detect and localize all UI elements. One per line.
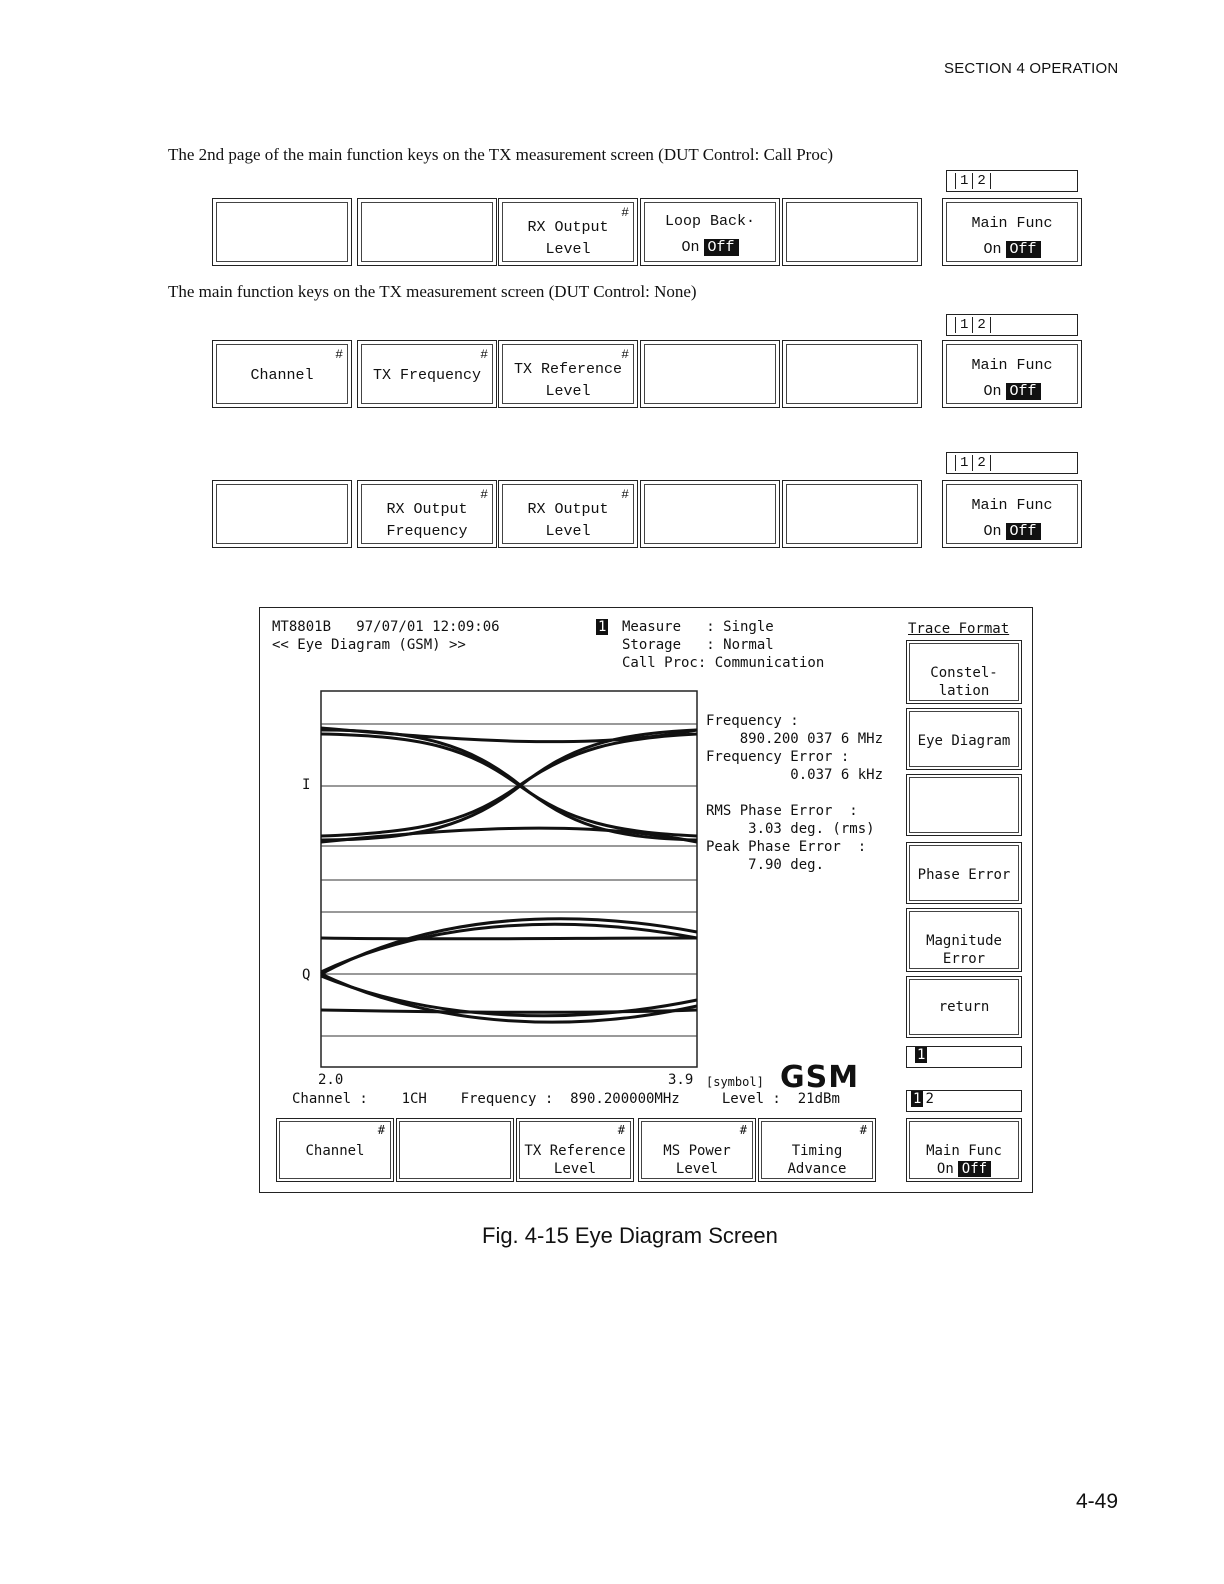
constellation-key[interactable] [906, 640, 1022, 704]
on-label: On [936, 1161, 954, 1177]
page-2-label: 2 [925, 1091, 934, 1107]
function-key-row-1 [212, 198, 1082, 268]
hash-mark: # [480, 487, 488, 502]
page-1-label: 1 [955, 455, 973, 471]
key-label-2: Frequency [386, 523, 468, 540]
x-axis-start: 2.0 [318, 1072, 344, 1088]
key-label-2: Level [675, 1161, 719, 1177]
key-label-2: lation [938, 683, 990, 699]
key-label: return [938, 999, 990, 1015]
key-label: Main Func [926, 1143, 1002, 1159]
caption-row1: The 2nd page of the main function keys on the TX measurement screen (DUT Control: Call Proc) [168, 145, 834, 164]
timing-advance-key[interactable] [758, 1118, 876, 1182]
marker-label: 1 [598, 619, 607, 635]
model-timestamp: MT8801B 97/07/01 12:09:06 [272, 619, 500, 635]
result-line: Frequency Error : [706, 749, 850, 765]
screen-title: << Eye Diagram (GSM) >> [272, 637, 466, 653]
key-label: Main Func [971, 357, 1053, 374]
storage-status: Storage : Normal [622, 637, 774, 653]
key-label-2: Level [545, 523, 591, 540]
eye-diagram-key[interactable] [906, 708, 1022, 770]
off-label: Off [1006, 241, 1041, 258]
main-func-key[interactable] [942, 480, 1082, 548]
function-key-5[interactable] [782, 480, 922, 548]
return-key[interactable] [906, 976, 1022, 1038]
on-label: On [983, 383, 1002, 400]
key-label: Timing [791, 1143, 843, 1159]
hash-mark: # [859, 1123, 867, 1137]
result-line: 7.90 deg. [706, 857, 825, 873]
axis-i-label: I [302, 777, 311, 793]
off-label: Off [958, 1161, 991, 1177]
gsm-logo: GSM [780, 1060, 860, 1095]
blank-soft-key[interactable] [906, 774, 1022, 836]
hash-mark: # [621, 487, 629, 502]
on-label: On [983, 523, 1002, 540]
measurement-results [706, 712, 883, 874]
key-label-2: Level [553, 1161, 597, 1177]
function-key-row-3 [212, 480, 1082, 550]
page-2-label: 2 [973, 455, 990, 471]
key-label: Channel [250, 367, 314, 384]
rx-output-level-key[interactable] [498, 480, 638, 548]
hash-mark: # [621, 205, 629, 220]
key-label: RX Output [386, 501, 468, 518]
page-1-label: 1 [955, 317, 973, 333]
function-key-1[interactable] [212, 480, 352, 548]
result-line: Peak Phase Error : [706, 839, 867, 855]
result-line: 890.200 037 6 MHz [706, 731, 884, 747]
ms-power-level-key[interactable] [638, 1118, 756, 1182]
result-line: RMS Phase Error : [706, 803, 858, 819]
section-header: SECTION 4 OPERATION [944, 60, 1119, 77]
main-func-key[interactable] [942, 198, 1082, 266]
rx-output-level-key[interactable] [498, 198, 638, 266]
result-line: 0.037 6 kHz [706, 767, 884, 783]
caption-row2: The main function keys on the TX measurement screen (DUT Control: None) [168, 282, 697, 301]
page-indicator-top [906, 1046, 1022, 1068]
tx-frequency-key[interactable] [357, 340, 497, 408]
phase-error-key[interactable] [906, 842, 1022, 904]
function-key-row-2 [212, 340, 1082, 410]
callproc-status: Call Proc: Communication [622, 655, 825, 671]
page-indicator-bottom [906, 1090, 1022, 1112]
off-label: Off [704, 239, 739, 256]
channel-key[interactable] [212, 340, 352, 408]
function-key-4[interactable] [640, 480, 780, 548]
page-1-label: 1 [917, 1047, 926, 1063]
page-2-label: 2 [973, 173, 990, 189]
hash-mark: # [739, 1123, 747, 1137]
measure-marker [596, 618, 608, 636]
hash-mark: # [480, 347, 488, 362]
axis-q-label: Q [302, 967, 311, 983]
key-label: Constel- [930, 665, 998, 681]
x-axis-end: 3.9 [668, 1072, 694, 1088]
page-indicator [946, 170, 1078, 192]
off-label: Off [1006, 383, 1041, 400]
key-label: Loop Back· [664, 213, 755, 230]
loop-back-key[interactable] [640, 198, 780, 266]
measure-status: Measure : Single [622, 619, 774, 635]
key-label: MS Power [663, 1143, 731, 1159]
function-key-5[interactable] [782, 340, 922, 408]
key-label: Phase Error [917, 867, 1011, 883]
result-line: 3.03 deg. (rms) [706, 821, 875, 837]
on-label: On [983, 241, 1002, 258]
hash-mark: # [335, 347, 343, 362]
page-indicator [946, 314, 1078, 336]
rx-output-frequency-key[interactable] [357, 480, 497, 548]
function-key-2[interactable] [357, 198, 497, 266]
hash-mark: # [377, 1123, 385, 1137]
key-label-2: Level [545, 383, 591, 400]
main-func-key[interactable] [906, 1118, 1022, 1182]
page-2-label: 2 [973, 317, 990, 333]
eye-diagram-screen [259, 607, 1033, 1193]
key-label: Main Func [971, 497, 1053, 514]
trace-format-label: Trace Format [908, 621, 1010, 637]
result-line [706, 784, 883, 802]
page-number: 4-49 [1076, 1490, 1119, 1513]
key-label-2: Error [942, 951, 986, 967]
status-line: Channel : 1CH Frequency : 890.200000MHz Level : 21dBm [292, 1091, 840, 1107]
key-label: TX Reference [513, 361, 623, 378]
function-key-4[interactable] [640, 340, 780, 408]
blank-bottom-key[interactable] [396, 1118, 514, 1182]
tx-reference-level-key[interactable] [516, 1118, 634, 1182]
key-label-2: Level [545, 241, 591, 258]
function-key-1[interactable] [212, 198, 352, 266]
key-label-2: Advance [787, 1161, 847, 1177]
on-label: On [681, 239, 700, 256]
page-1-label: 1 [913, 1091, 922, 1107]
key-label: Channel [305, 1143, 365, 1159]
hash-mark: # [617, 1123, 625, 1137]
key-label: Magnitude [926, 933, 1002, 949]
key-label: Main Func [971, 215, 1053, 232]
main-func-key[interactable] [942, 340, 1082, 408]
key-label: RX Output [527, 219, 609, 236]
page-1-label: 1 [955, 173, 973, 189]
page-indicator [946, 452, 1078, 474]
eye-diagram-plot [320, 690, 700, 1070]
key-label: RX Output [527, 501, 609, 518]
key-label: Eye Diagram [917, 733, 1011, 749]
key-label: TX Frequency [372, 367, 482, 384]
function-key-5[interactable] [782, 198, 922, 266]
key-label: TX Reference [524, 1143, 626, 1159]
hash-mark: # [621, 347, 629, 362]
off-label: Off [1006, 523, 1041, 540]
x-axis-unit: [symbol] [706, 1075, 764, 1089]
magnitude-error-key[interactable] [906, 908, 1022, 972]
channel-key[interactable] [276, 1118, 394, 1182]
tx-reference-level-key[interactable] [498, 340, 638, 408]
result-line: Frequency : [706, 713, 799, 729]
figure-caption: Fig. 4-15 Eye Diagram Screen [482, 1223, 778, 1248]
